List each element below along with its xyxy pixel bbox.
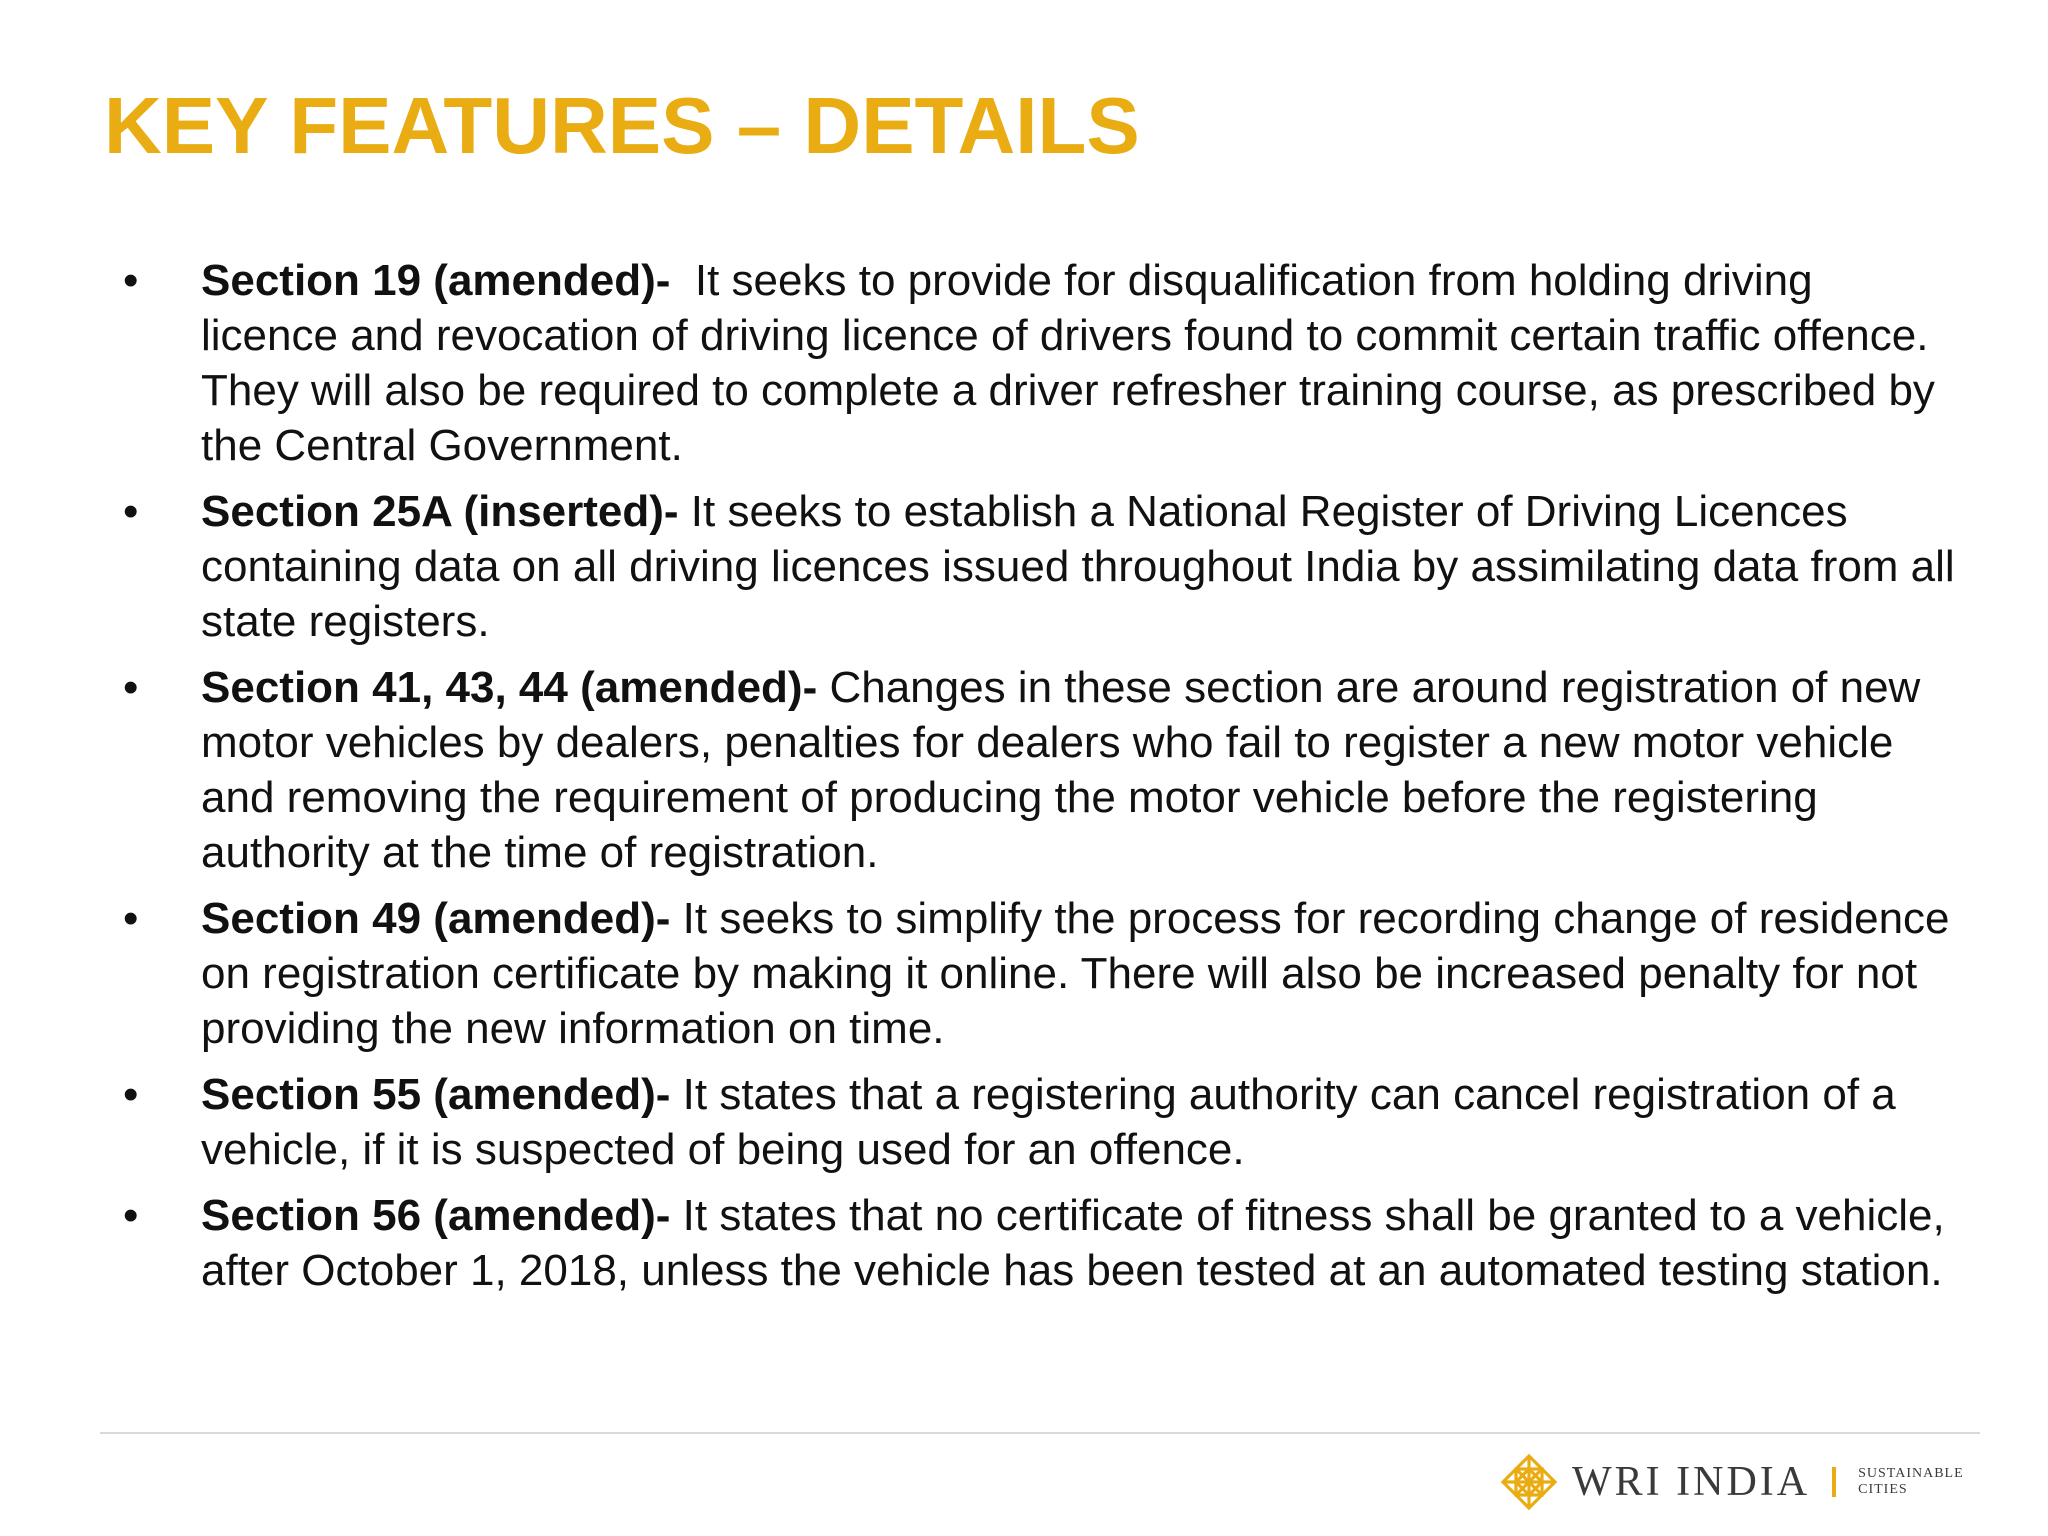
bullet-heading: Section 49 (amended)- [201,894,671,943]
bullet-heading: Section 55 (amended)- [201,1070,671,1119]
bullet-text: It seeks to establish a National Register of Driving Licences containing data on all driving licences issued throughout India by assimilating data from all state registers. [201,487,1955,646]
bullet-heading: Section 41, 43, 44 (amended)- [201,663,818,712]
bullet-heading: Section 56 (amended)- [201,1191,671,1240]
bullet-mark: • [123,663,139,712]
bullet-mark: • [123,487,139,536]
bullet-text: Changes in these section are around registration of new motor vehicles by dealers, penalties for dealers who fail to register a new motor vehicle and removing the requirement of producing the motor vehicle before the registering authority at the time of registration. [201,663,1921,877]
bullet-item [0,660,1961,880]
bullet-text: It seeks to provide for disqualification from holding driving licence and revocation of driving licence of drivers found to commit certain traffic offence. They will also be required to complete a driver refresher training course, as prescribed by the Central Government. [201,256,1948,470]
bullet-mark: • [123,256,139,305]
bullet-text: It states that no certificate of fitness shall be granted to a vehicle, after October 1, 2018, unless the vehicle has been tested at an automated testing station. [201,1191,1945,1295]
slide-title: KEY FEATURES – DETAILS [104,81,1140,170]
bullet-item [0,1067,1961,1177]
bullet-mark: • [123,1191,139,1240]
footer-divider [100,1432,1980,1434]
bullet-item [0,891,1961,1056]
bullet-text: It seeks to simplify the process for recording change of residence on registration certificate by making it online. There will also be increased penalty for not providing the new information on time. [201,894,1950,1053]
wri-lattice-logo-icon [1500,1453,1558,1511]
bullet-mark: • [123,894,139,943]
bullet-item [0,1188,1961,1298]
bullet-item [0,253,1961,473]
logo-wordmark: WRI INDIA [1572,1459,1811,1505]
logo-divider [1832,1467,1836,1497]
bullet-list [0,253,2048,1309]
logo-tagline-line2: CITIES [1858,1482,1908,1497]
wri-india-logo [1500,1452,1964,1512]
logo-tagline [1858,1466,1964,1498]
bullet-text: It states that a registering authority can cancel registration of a vehicle, if it is suspected of being used for an offence. [201,1070,1896,1174]
bullet-item [0,484,1961,649]
bullet-heading: Section 19 (amended)- [201,256,671,305]
bullet-heading: Section 25A (inserted)- [201,487,679,536]
logo-tagline-line1: SUSTAINABLE [1858,1466,1964,1481]
bullet-mark: • [123,1070,139,1119]
